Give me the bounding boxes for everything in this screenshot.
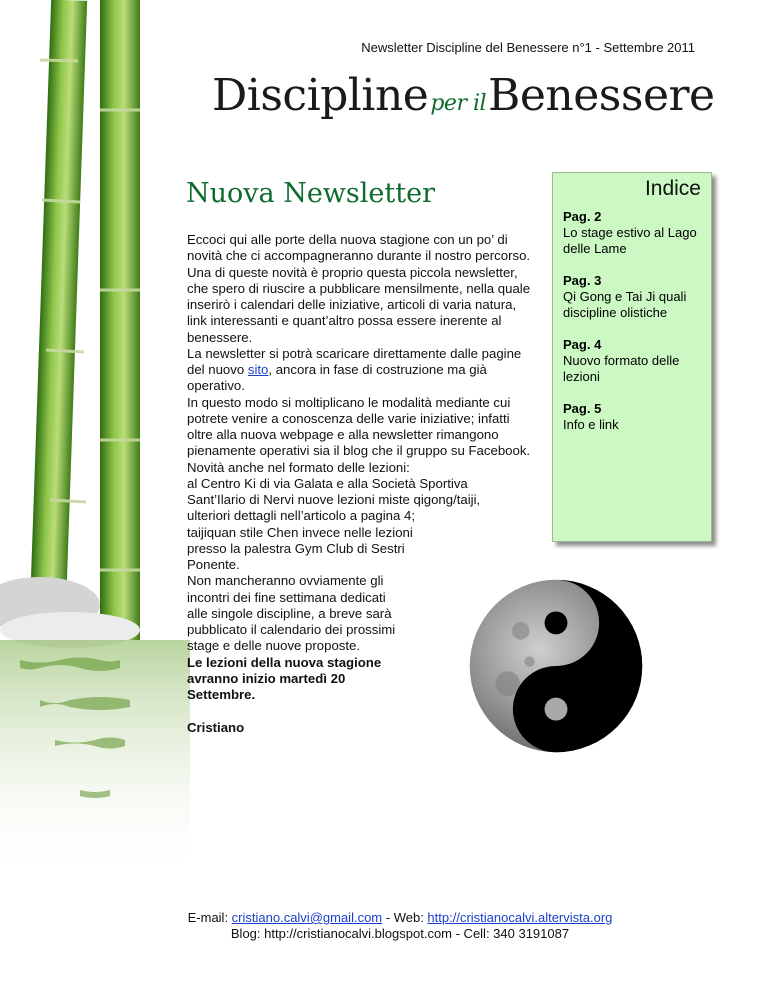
site-link[interactable]: sito [247, 362, 269, 377]
index-page: Pag. 4 [563, 337, 602, 352]
index-text: Nuovo formato delle lezioni [563, 353, 680, 384]
article-line: Sant’Ilario di Nervi nuove lezioni miste qigong/taiji, [187, 492, 481, 507]
index-entry[interactable] [563, 209, 701, 257]
index-text: Info e link [563, 417, 619, 432]
index-page: Pag. 2 [563, 209, 602, 224]
article-line: presso la palestra Gym Club di Sestri [187, 540, 405, 556]
bamboo-illustration [0, 0, 190, 900]
email-link[interactable]: cristiano.calvi@gmail.com [231, 910, 383, 925]
article-line: Novità anche nel formato delle lezioni: [187, 459, 410, 475]
index-title: Indice [644, 177, 701, 200]
article-paragraph: Una di queste novità è proprio questa piccola newsletter, che spero di riuscire a pubblicare mensilmente, nella quale inserirò i calendari delle iniziative, articoli di varia natura, link interessanti e quant’altro possa essere inerente al benessere. [187, 264, 531, 345]
article-title: Nuova Newsletter [186, 178, 435, 209]
notice-line: Le lezioni della nuova stagione [187, 654, 382, 670]
masthead-small: per il [430, 91, 487, 116]
article-line: incontri dei fine settimana dedicati [187, 589, 386, 605]
article-text: La newsletter si potrà scaricare direttamente dalle pagine del nuovo [187, 345, 522, 377]
article-paragraph [187, 346, 532, 395]
article-paragraph [187, 460, 532, 574]
index-page: Pag. 5 [563, 401, 602, 416]
yin-yang-image [468, 578, 644, 754]
notice-line: Settembre. [187, 687, 256, 702]
web-link[interactable]: http://cristianocalvi.altervista.org [427, 910, 613, 925]
footer [80, 910, 720, 942]
index-text: Qi Gong e Tai Ji quali discipline olistiche [563, 289, 687, 320]
article-line: taijiquan stile Chen invece nelle lezioni [187, 524, 413, 540]
article-paragraph: In questo modo si moltiplicano le modalità mediante cui potrete venire a conoscenza delle varie iniziative; infatti oltre alla nuova webpage e alla newsletter rimangono pienamente operativi sia il blog che il gruppo su Facebook. [187, 394, 531, 459]
issue-line: Newsletter Discipline del Benessere n°1 - Settembre 2011 [361, 40, 695, 55]
index-entry[interactable] [563, 401, 701, 433]
article-line: pubblicato il calendario dei prossimi [187, 622, 396, 637]
masthead-right: Benessere [488, 70, 715, 121]
index-entry[interactable] [563, 337, 701, 385]
article-paragraph: Eccoci qui alle porte della nuova stagione con un po’ di novità che ci accompagneranno durante il nostro percorso. [187, 232, 531, 264]
index-entry[interactable] [563, 273, 701, 321]
article-line: Non mancheranno ovviamente gli [187, 573, 384, 589]
signature: Cristiano [187, 720, 245, 736]
masthead [212, 70, 715, 121]
footer-contact-line [80, 910, 720, 926]
article-line: ulteriori dettagli nell’articolo a pagina 4; [187, 508, 415, 524]
email-label: E-mail: [187, 910, 232, 925]
article-line: al Centro Ki di via Galata e alla Società Sportiva [187, 475, 468, 491]
index-page: Pag. 3 [563, 273, 602, 288]
article-text: , ancora in fase di costruzione ma già operativo. [187, 362, 487, 394]
footer-blog-line: Blog: http://cristianocalvi.blogspot.com - Cell: 340 3191087 [230, 926, 570, 941]
index-text: Lo stage estivo al Lago delle Lame [563, 225, 697, 256]
web-label: - Web: [382, 910, 428, 925]
index-box [552, 172, 712, 542]
article-line: Ponente. [187, 557, 240, 572]
masthead-left: Discipline [212, 70, 429, 121]
article-line: alle singole discipline, a breve sarà [187, 605, 392, 621]
article-line: stage e delle nuove proposte. [187, 638, 361, 654]
notice-line: avranno inizio martedì 20 [187, 670, 346, 686]
